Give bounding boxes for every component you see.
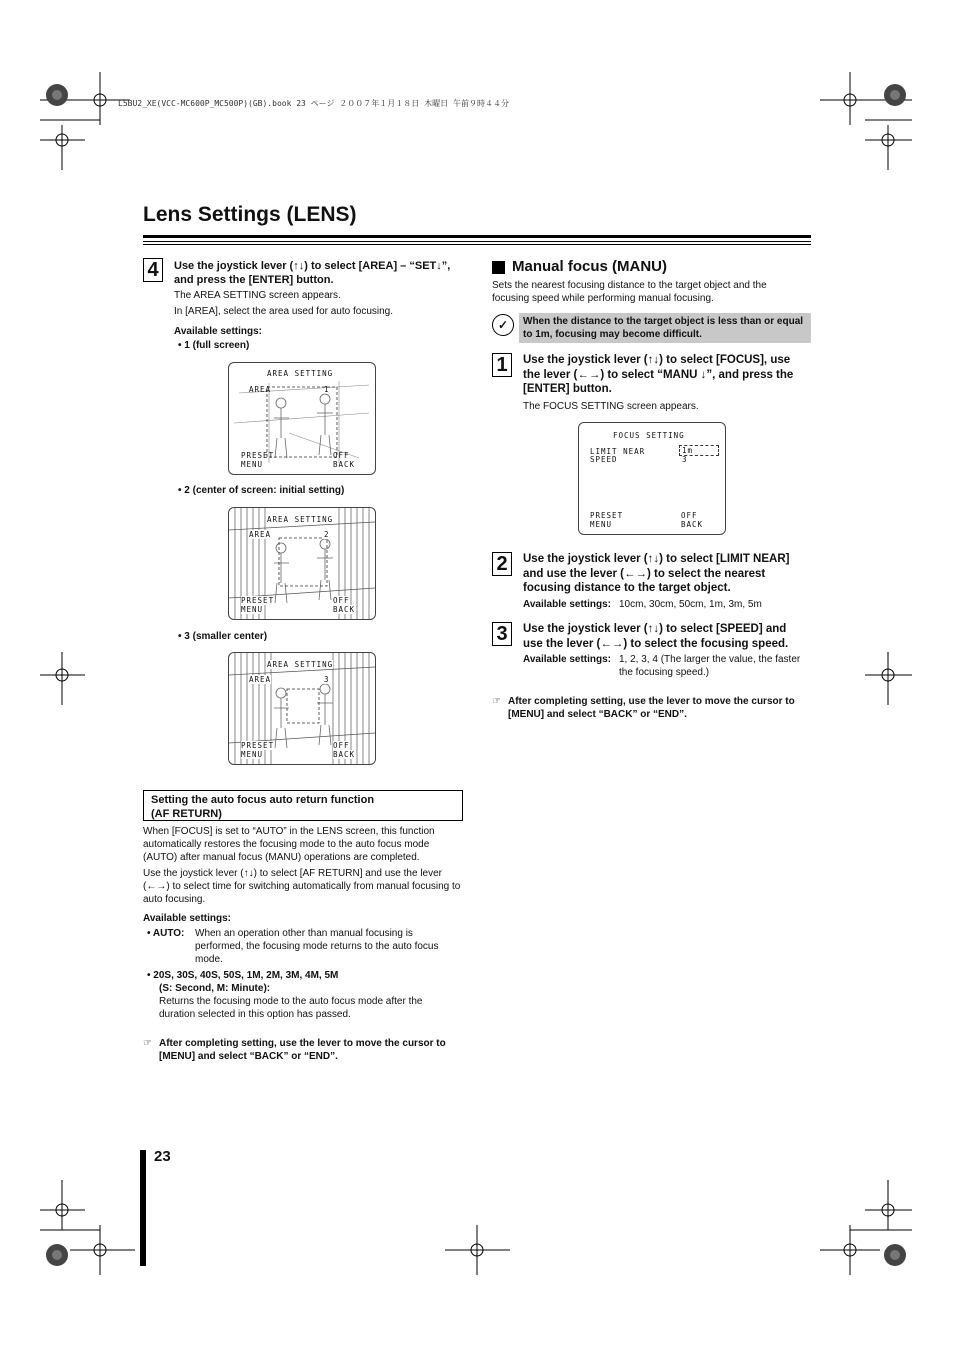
step-4-line1: The AREA SETTING screen appears. [174, 290, 341, 301]
page-number: 23 [154, 1148, 171, 1165]
osd-back: BACK [681, 520, 704, 529]
osd-off: OFF [333, 451, 350, 460]
note-hand-icon: ☞ [143, 1038, 152, 1049]
osd-menu: MENU [241, 460, 264, 469]
osd-limit-near: LIMIT NEAR [590, 447, 646, 456]
section-title: Manual focus (MANU) [512, 258, 667, 275]
osd-off: OFF [333, 741, 350, 750]
caution-icon: ✓ [492, 314, 514, 336]
step-1-instruction: Use the joystick lever (↑↓) to select [FOCUS], use the lever (←→) to select “MANU ↓”, and press the [ENTER] button. [523, 354, 794, 395]
header-note: L5BU2_XE(VCC-MC600P_MC500P)(GB).book 23 ページ ２００７年１月１８日 木曜日 午前９時４４分 [118, 99, 509, 108]
title-rule-thin-2 [143, 244, 811, 245]
area-option-2: • 2 (center of screen: initial setting) [178, 485, 345, 496]
osd-preset: PRESET [241, 451, 275, 460]
area-option-1: • 1 (full screen) [178, 340, 250, 351]
step-4-line2: In [AREA], select the area used for auto focusing. [174, 306, 394, 317]
note-hand-icon: ☞ [492, 696, 501, 707]
af-return-para2: Use the joystick lever (↑↓) to select [AF RETURN] and use the lever (←→) to select time for switching automatically from manual focusing to auto focusing. [143, 868, 461, 905]
af-times-line1: • 20S, 30S, 40S, 50S, 1M, 2M, 3M, 4M, 5M [147, 970, 339, 981]
step-2-number: 2 [492, 552, 512, 576]
osd-menu: MENU [241, 605, 264, 614]
osd-speed: SPEED [590, 455, 618, 464]
caution-text: When the distance to the target object is less than or equal to 1m, focusing may become difficult. [519, 313, 811, 343]
step-1-line1: The FOCUS SETTING screen appears. [523, 401, 699, 412]
af-return-heading-box [143, 790, 463, 821]
osd-title: AREA SETTING [267, 369, 334, 378]
step-2-available-values: 10cm, 30cm, 50cm, 1m, 3m, 5m [619, 599, 762, 610]
af-return-heading-line1: Setting the auto focus auto return function [151, 794, 375, 806]
step-4-number: 4 [143, 258, 163, 282]
step-3-number: 3 [492, 622, 512, 646]
osd-preset: PRESET [241, 596, 275, 605]
af-auto-text: When an operation other than manual focusing is performed, the focusing mode returns to the auto focus mode. [195, 928, 439, 965]
step-2-available-label: Available settings: [523, 599, 611, 610]
af-auto-label: • AUTO: [147, 928, 185, 939]
step-1-number: 1 [492, 353, 512, 377]
osd-back: BACK [333, 750, 356, 759]
osd-speed-value: 3 [682, 455, 688, 464]
osd-limit-value: 1m [679, 445, 719, 456]
title-rule-thin [143, 241, 811, 242]
section-square-icon [492, 261, 505, 274]
available-settings-label: Available settings: [174, 326, 262, 337]
osd-back: BACK [333, 460, 356, 469]
section-intro: Sets the nearest focusing distance to the target object and the focusing speed while performing manual focusing. [492, 280, 767, 304]
osd-area-value: 1 [324, 385, 330, 394]
osd-preset: PRESET [590, 511, 624, 520]
osd-menu: MENU [590, 520, 613, 529]
osd-area-label: AREA [249, 530, 272, 539]
osd-title: FOCUS SETTING [613, 431, 685, 440]
right-note: After completing setting, use the lever to move the cursor to [MENU] and select “BACK” or “END”. [508, 696, 795, 720]
af-times-line2: (S: Second, M: Minute): [159, 983, 271, 994]
osd-menu: MENU [241, 750, 264, 759]
osd-area-label: AREA [249, 385, 272, 394]
step-4-instruction: Use the joystick lever (↑↓) to select [AREA] – “SET↓”, and press the [ENTER] button. [174, 260, 451, 286]
osd-preset: PRESET [241, 741, 275, 750]
area-setting-screen-2 [228, 507, 376, 620]
osd-area-label: AREA [249, 675, 272, 684]
af-times-text: Returns the focusing mode to the auto focus mode after the duration selected in this option has passed. [159, 996, 423, 1020]
af-return-heading-line2: (AF RETURN) [151, 808, 222, 820]
page-title: Lens Settings (LENS) [143, 203, 357, 226]
osd-off: OFF [681, 511, 698, 520]
af-available-label: Available settings: [143, 913, 231, 924]
step-3-available-label: Available settings: [523, 654, 611, 665]
osd-back: BACK [333, 605, 356, 614]
page-edge-bar [140, 1150, 146, 1266]
focus-setting-screen [578, 422, 726, 535]
title-rule-thick [143, 235, 811, 238]
osd-title: AREA SETTING [267, 515, 334, 524]
osd-off: OFF [333, 596, 350, 605]
af-return-para1: When [FOCUS] is set to “AUTO” in the LENS screen, this function automatically restores the focusing mode to the auto focus mode (AUTO) after manual focus (MANU) operations are completed. [143, 826, 435, 863]
osd-area-value: 2 [324, 530, 330, 539]
osd-title: AREA SETTING [267, 660, 334, 669]
area-option-3: • 3 (smaller center) [178, 631, 268, 642]
af-note: After completing setting, use the lever to move the cursor to [MENU] and select “BACK” or “END”. [159, 1038, 446, 1062]
step-3-available-values: 1, 2, 3, 4 (The larger the value, the faster the focusing speed.) [619, 654, 801, 678]
osd-area-value: 3 [324, 675, 330, 684]
area-setting-screen-1 [228, 362, 376, 475]
step-3-instruction: Use the joystick lever (↑↓) to select [SPEED] and use the lever (←→) to select the focusing speed. [523, 623, 789, 650]
step-2-instruction: Use the joystick lever (↑↓) to select [LIMIT NEAR] and use the lever (←→) to select the nearest focusing distance to the target object. [523, 553, 790, 594]
area-setting-screen-3 [228, 652, 376, 765]
